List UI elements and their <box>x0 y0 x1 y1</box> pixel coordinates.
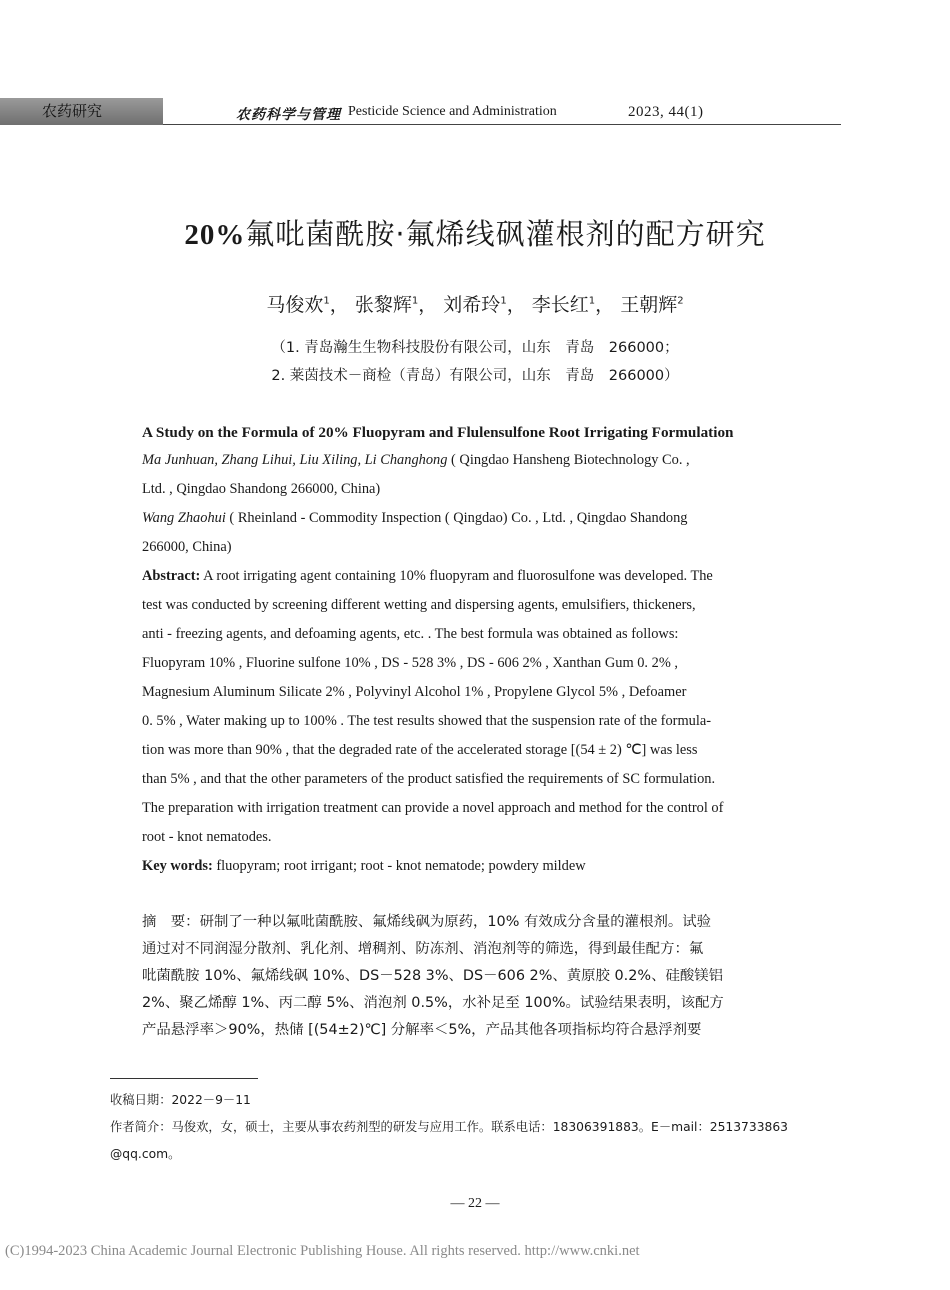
abstract-line: than 5% , and that the other parameters of the product satisfied the requirements of SC formulation. <box>142 771 716 787</box>
author-name: 李长红 <box>531 294 589 316</box>
author-sep: ， <box>329 294 349 316</box>
cn-abstract-line: 产品悬浮率＞90%，热储 [(54±2)℃] 分解率＜5%，产品其他各项指标均符合悬浮剂要 <box>142 1022 702 1038</box>
author-name: 张黎辉 <box>354 294 412 316</box>
cn-abstract-line: 吡菌酰胺 10%、氟烯线砜 10%、DS－528 3%、DS－606 2%、黄原胶 0.2%、硅酸镁铝 <box>142 968 724 984</box>
section-tag: 农药研究 <box>0 98 163 125</box>
abstract-line: anti - freezing agents, and defoaming agents, etc. . The best formula was obtained as follows: <box>142 626 679 642</box>
abstract-line <box>142 568 713 585</box>
page-number: — 22 — <box>450 1196 500 1211</box>
article-title <box>0 212 950 253</box>
journal-name-cn: 农药科学与管理 <box>236 107 341 123</box>
author-aff: 1 <box>323 295 330 307</box>
english-affiliation: ( Rheinland - Commodity Inspection ( Qingdao) Co. , Ltd. , Qingdao Shandong <box>225 510 688 526</box>
keywords-line <box>142 858 586 875</box>
cn-abstract-label: 摘 要： <box>142 914 200 930</box>
author-name: 刘希玲 <box>443 294 501 316</box>
author-aff: 2 <box>677 295 684 307</box>
author-sep: ， <box>506 294 526 316</box>
journal-name-en: Pesticide Science and Administration <box>348 104 557 119</box>
english-authors-2 <box>142 510 687 527</box>
abstract-line: 0. 5% , Water making up to 100% . The test results showed that the suspension rate of the formula- <box>142 713 712 729</box>
header-rule <box>163 124 841 125</box>
abstract-line: root - knot nematodes. <box>142 829 272 845</box>
author-name: 王朝辉 <box>620 294 678 316</box>
english-author-name: Wang Zhaohui <box>142 510 226 526</box>
english-author-names: Ma Junhuan, Zhang Lihui, Liu Xiling, Li Changhong <box>142 452 448 468</box>
cn-abstract-line <box>142 910 711 931</box>
affiliation-1: （1. 青岛瀚生生物科技股份有限公司，山东 青岛 266000； <box>271 340 679 356</box>
footnote-author-intro: 作者简介：马俊欢，女，硕士，主要从事农药剂型的研发与应用工作。联系电话：18306391883。E－mail：2513733863 <box>110 1120 788 1134</box>
footnote-received: 收稿日期：2022－9－11 <box>110 1093 251 1107</box>
author-list <box>0 290 950 317</box>
abstract-line: Fluopyram 10% , Fluorine sulfone 10% , DS - 528 3% , DS - 606 2% , Xanthan Gum 0. 2% , <box>142 655 679 671</box>
footnote-author-intro-cont: @qq.com。 <box>110 1147 181 1161</box>
footnote-rule <box>110 1078 258 1079</box>
cn-abstract-line: 2%、聚乙烯醇 1%、丙二醇 5%、消泡剂 0.5%，水补足至 100%。试验结果表明，该配方 <box>142 995 724 1011</box>
cn-abstract-line: 通过对不同润湿分散剂、乳化剂、增稠剂、防冻剂、消泡剂等的筛选，得到最佳配方：氟 <box>142 941 704 957</box>
author-sep: ， <box>595 294 615 316</box>
title-percent: 20% <box>184 219 246 251</box>
author-aff: 1 <box>411 295 419 307</box>
author-name: 马俊欢 <box>266 294 324 316</box>
abstract-line: The preparation with irrigation treatment can provide a novel approach and method for the control of <box>142 800 724 816</box>
abstract-label: Abstract: <box>142 568 201 584</box>
title-text: 氟吡菌酰胺·氟烯线砜灌根剂的配方研究 <box>245 217 766 251</box>
keywords-label: Key words: <box>142 858 213 874</box>
author-aff: 1 <box>588 295 596 307</box>
journal-issue: 2023, 44(1) <box>628 104 704 120</box>
abstract-line: tion was more than 90% , that the degraded rate of the accelerated storage [(54 ± 2) ℃] was less <box>142 742 698 758</box>
abstract-line: Magnesium Aluminum Silicate 2% , Polyvinyl Alcohol 1% , Propylene Glycol 5% , Defoamer <box>142 684 687 700</box>
affiliation-2: 2. 莱茵技术－商检（青岛）有限公司，山东 青岛 266000） <box>271 368 679 384</box>
english-body <box>142 452 812 872</box>
english-affiliation-cont: Ltd. , Qingdao Shandong 266000, China) <box>142 481 381 497</box>
abstract-line: test was conducted by screening different wetting and dispersing agents, emulsifiers, thickeners, <box>142 597 696 613</box>
author-sep: ， <box>418 294 438 316</box>
english-authors-1 <box>142 452 690 469</box>
english-affiliation: ( Qingdao Hansheng Biotechnology Co. , <box>447 452 690 468</box>
cn-abstract-text: 研制了一种以氟吡菌酰胺、氟烯线砜为原药，10% 有效成分含量的灌根剂。试验 <box>199 914 712 930</box>
chinese-abstract <box>142 910 812 1060</box>
author-aff: 1 <box>500 295 507 307</box>
keywords-text: fluopyram; root irrigant; root - knot nematode; powdery mildew <box>212 858 586 874</box>
english-affiliation-cont: 266000, China) <box>142 539 232 555</box>
english-title: A Study on the Formula of 20% Fluopyram and Flulensulfone Root Irrigating Formulation <box>142 424 734 441</box>
copyright-notice: (C)1994-2023 China Academic Journal Electronic Publishing House. All rights reserved. http://www.cnki.net <box>5 1243 640 1259</box>
abstract-text: A root irrigating agent containing 10% fluopyram and fluorosulfone was developed. The <box>200 568 713 584</box>
